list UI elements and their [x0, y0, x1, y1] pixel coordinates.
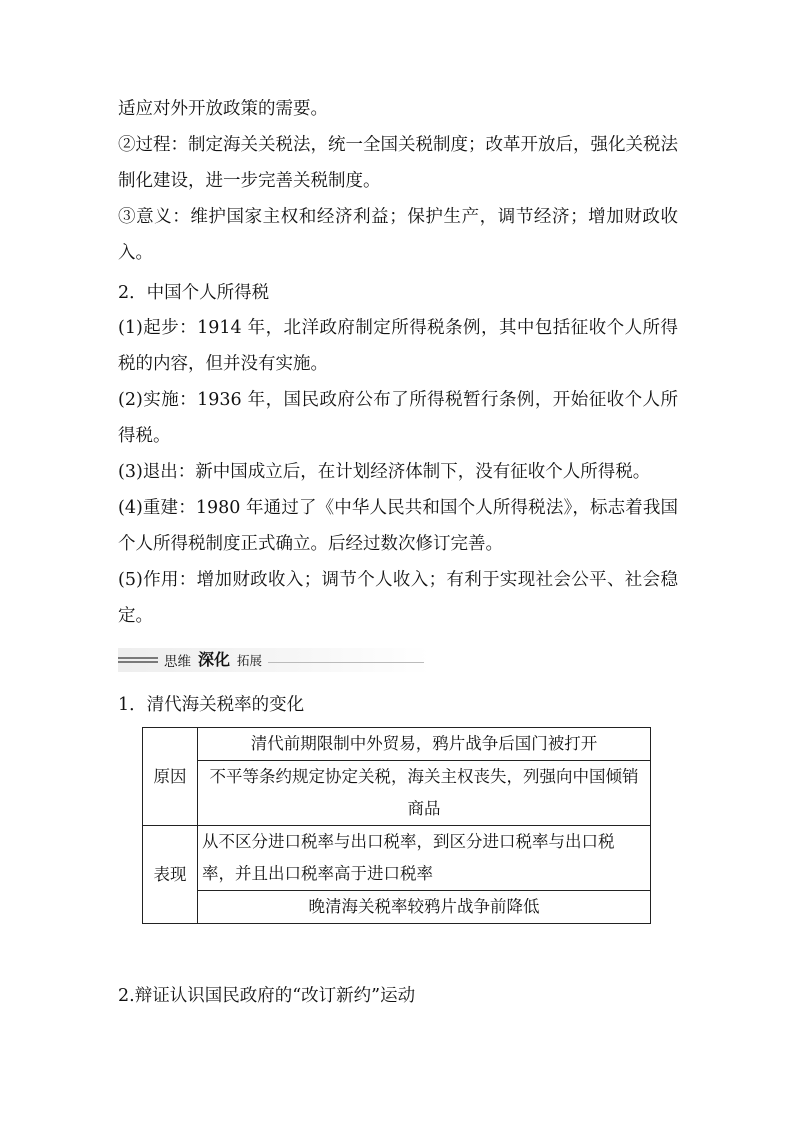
deep-heading-1: 1．清代海关税率的变化: [118, 695, 305, 715]
section-banner: [118, 648, 430, 672]
income-tax-item-5: (5)作用：增加财政收入；调节个人收入；有利于实现社会公平、社会稳定。: [118, 570, 678, 626]
banner-text-3: 拓展: [237, 653, 263, 668]
table-row: [143, 826, 651, 891]
income-tax-item-3: (3)退出：新中国成立后，在计划经济体制下，没有征收个人所得税。: [118, 462, 651, 482]
income-tax-item-4: (4)重建：1980 年通过了《中华人民共和国个人所得税法》，标志着我国个人所得税制度正式确立。后经过数次修订完善。: [118, 498, 678, 554]
income-tax-item-1: (1)起步：1914 年，北洋政府制定所得税条例，其中包括征收个人所得税的内容，但并没有实施。: [118, 318, 678, 374]
paragraph-process: ②过程：制定海关关税法，统一全国关税制度；改革开放后，强化关税法制化建设，进一步完善关税制度。: [118, 135, 678, 191]
reason-label-cell: 原因: [143, 728, 198, 826]
performance-cell-2: 晚清海关税率较鸦片战争前降低: [198, 891, 651, 924]
banner-bars-decoration: [118, 657, 158, 665]
income-tax-item-2: (2)实施：1936 年，国民政府公布了所得税暂行条例，开始征收个人所得税。: [118, 390, 678, 446]
deep-heading-2: 2.辩证认识国民政府的“改订新约”运动: [118, 986, 416, 1006]
performance-label-cell: 表现: [143, 826, 198, 924]
banner-text-2: 深化: [198, 650, 231, 669]
banner-divider: [268, 662, 424, 663]
reason-cell-2: 不平等条约规定协定关税，海关主权丧失，列强向中国倾销商品: [198, 761, 651, 826]
reason-cell-1: 清代前期限制中外贸易，鸦片战争后国门被打开: [198, 728, 651, 761]
performance-cell-1: 从不区分进口税率与出口税率，到区分进口税率与出口税率，并且出口税率高于进口税率: [198, 826, 651, 891]
table-row: [143, 728, 651, 761]
customs-tariff-table: [142, 727, 651, 924]
banner-text-1: 思维: [164, 654, 191, 670]
paragraph-continuation: 适应对外开放政策的需要。: [118, 99, 328, 119]
table-row: [143, 761, 651, 826]
table-row: [143, 891, 651, 924]
section-heading-income-tax: 2．中国个人所得税: [118, 283, 270, 303]
paragraph-significance: ③意义：维护国家主权和经济利益；保护生产，调节经济；增加财政收入。: [118, 207, 678, 263]
